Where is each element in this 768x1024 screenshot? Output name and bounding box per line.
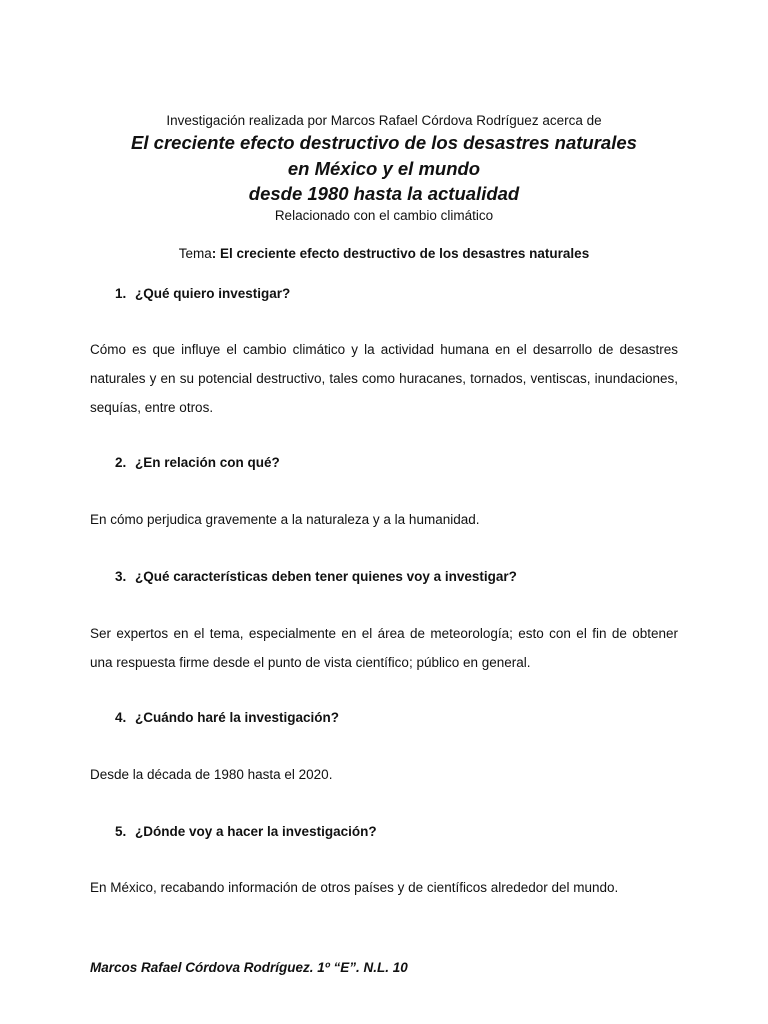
question-text: ¿En relación con qué? — [135, 455, 280, 470]
title-line-2: en México y el mundo — [287, 158, 481, 179]
answer-1: Cómo es que influye el cambio climático y la actividad humana en el desarrollo de desastres naturales y en su potencial destructivo, tales como huracanes, tornados, ventiscas, inundaciones, sequías, entre otros. — [90, 342, 678, 415]
intro-line: Investigación realizada por Marcos Rafael Córdova Rodríguez acerca de — [166, 113, 602, 128]
answer-2: En cómo perjudica gravemente a la naturaleza y a la humanidad. — [90, 512, 480, 527]
question-text: ¿Qué características deben tener quienes voy a investigar? — [135, 569, 517, 584]
question-number: 2. — [115, 455, 127, 470]
question-2 — [115, 453, 280, 473]
subtitle: Relacionado con el cambio climático — [274, 208, 494, 223]
title-line-3: desde 1980 hasta la actualidad — [248, 183, 520, 204]
footer-signature: Marcos Rafael Córdova Rodríguez. 1º “E”. N.L. 10 — [90, 960, 408, 975]
question-4 — [115, 708, 339, 728]
question-number: 3. — [115, 569, 127, 584]
question-text: ¿Dónde voy a hacer la investigación? — [135, 824, 377, 839]
question-number: 1. — [115, 286, 127, 301]
tema-value: : El creciente efecto destructivo de los desastres naturales — [211, 246, 590, 261]
question-5 — [115, 822, 377, 842]
question-1 — [115, 284, 290, 304]
question-3 — [115, 567, 517, 587]
tema-label: Tema — [178, 246, 212, 261]
title-line-1: El creciente efecto destructivo de los desastres naturales — [131, 132, 637, 153]
question-number: 5. — [115, 824, 127, 839]
answer-4: Desde la década de 1980 hasta el 2020. — [90, 767, 333, 782]
tema-line — [0, 244, 768, 264]
question-number: 4. — [115, 710, 127, 725]
question-text: ¿Cuándo haré la investigación? — [135, 710, 340, 725]
question-text: ¿Qué quiero investigar? — [135, 286, 291, 301]
answer-3: Ser expertos en el tema, especialmente en el área de meteorología; esto con el fin de obtener una respuesta firme desde el punto de vista científico; público en general. — [90, 626, 678, 670]
answer-5: En México, recabando información de otros países y de científicos alrededor del mundo. — [90, 880, 619, 895]
